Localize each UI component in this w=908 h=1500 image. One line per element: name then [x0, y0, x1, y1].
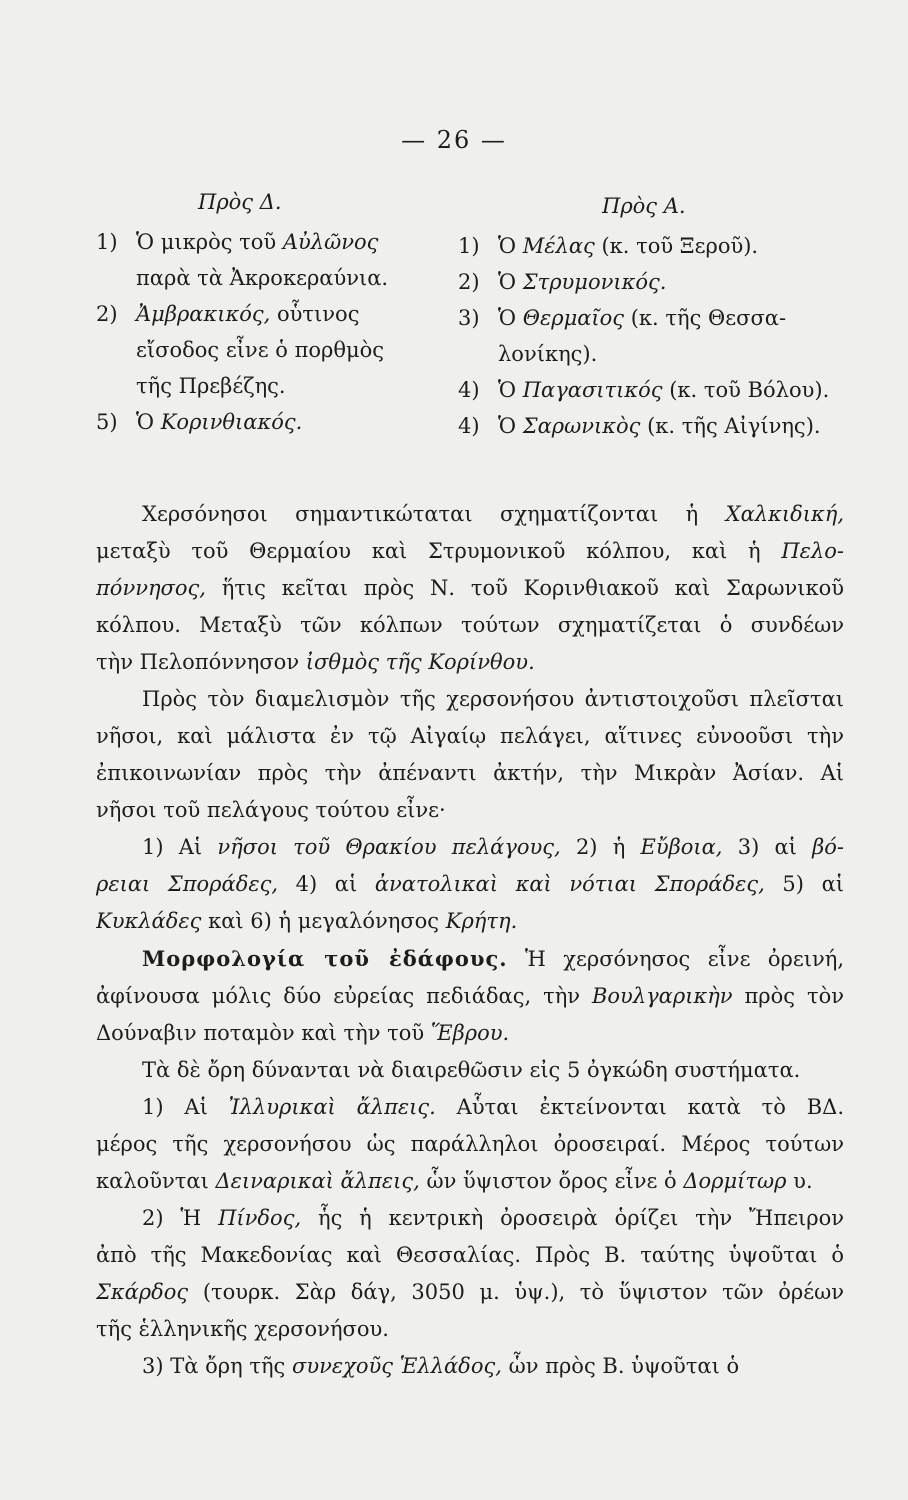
text-run: 3) Τὰ ὄρη τῆς	[142, 1354, 292, 1378]
italic-term: Χαλκιδική,	[725, 502, 844, 526]
italic-term: Εὔβοια,	[640, 835, 723, 859]
text-run: (τουρκ. Σὰρ δάγ, 3050 μ. ὑψ.), τὸ ὕψιστον τῶν ὀρέων	[188, 1280, 844, 1304]
left-column-gulfs	[96, 184, 468, 440]
text-line	[96, 792, 844, 829]
text-line	[96, 1126, 844, 1163]
italic-term: συνεχοῦς	[291, 1354, 394, 1378]
text-run: κόλπου. Μεταξὺ τῶν κόλπων τούτων σχηματίζεται ὁ συνδέων	[96, 613, 844, 637]
text-line	[96, 978, 844, 1015]
gulf-name: Μέλας	[522, 234, 595, 258]
text-run: Ἡ χερσόνησος εἶνε ὀρεινή,	[507, 947, 844, 971]
item-text	[498, 408, 821, 444]
gulf-name: Κορινθιακός.	[160, 410, 303, 434]
gulf-name: Σαρωνικὸς	[522, 414, 641, 438]
text-run: καλοῦνται	[96, 1169, 216, 1193]
text-run: πρὸς τὸν	[732, 984, 844, 1008]
item-continuation: παρὰ τὰ Ἀκροκεραύνια.	[136, 266, 389, 290]
text-line	[96, 1089, 844, 1126]
gulf-item	[458, 372, 858, 408]
text-line	[96, 1200, 844, 1237]
item-text	[498, 372, 829, 408]
section-heading: Μορφολογία τοῦ ἐδάφους.	[142, 946, 508, 971]
item-text	[136, 224, 378, 260]
text-line	[96, 940, 844, 978]
item-text-plain: (κ. τῆς Αἰγίνης).	[640, 414, 821, 438]
text-run: ἥτις κεῖται πρὸς Ν. τοῦ Κορινθιακοῦ καὶ Σαρωνικοῦ	[205, 576, 844, 600]
item-text-plain: Ὁ	[498, 270, 523, 294]
item-number: 3)	[458, 306, 480, 330]
italic-term: νῆσοι τοῦ Θρακίου πελάγους,	[217, 835, 561, 859]
gulf-item	[96, 224, 468, 260]
item-text-plain: οὗτινος	[270, 302, 360, 326]
column-header: Πρὸς Α.	[602, 194, 686, 218]
text-run: 2) ἡ	[560, 835, 641, 859]
text-line	[96, 866, 844, 903]
italic-term: Ἑλλάδος,	[399, 1354, 502, 1378]
text-run: 3) αἱ	[722, 835, 813, 859]
paragraph	[96, 1089, 844, 1200]
item-text	[498, 300, 786, 336]
text-run: ὧν ὕψιστον ὄρος εἶνε ὁ	[419, 1169, 684, 1193]
item-text-plain: Ὁ	[498, 234, 523, 258]
text-line	[96, 533, 844, 570]
text-run: Αὗται ἐκτείνονται κατὰ τὸ ΒΔ.	[435, 1095, 844, 1119]
text-line	[96, 718, 844, 755]
gulf-name: Θερμαῖος	[522, 306, 625, 330]
text-run: νῆσοι τοῦ πελάγους τούτου εἶνε·	[96, 798, 446, 822]
italic-term: Βουλγαρικὴν	[591, 984, 733, 1008]
text-line	[96, 496, 844, 533]
item-continuation: τῆς Πρεβέζης.	[136, 374, 286, 398]
item-text-plain: Ὁ μικρὸς τοῦ	[136, 230, 283, 254]
paragraph	[96, 829, 844, 940]
item-text-plain: Ὁ	[498, 378, 523, 402]
text-run: 1) Αἱ	[142, 1095, 229, 1119]
text-line	[96, 681, 844, 718]
italic-term: Δορμίτωρ	[683, 1169, 787, 1193]
text-line	[96, 829, 844, 866]
gulf-name: Παγασιτικός	[522, 378, 663, 402]
text-line	[96, 1237, 844, 1274]
text-run: ἀφίνουσα μόλις δύο εὐρείας πεδιάδας, τὴν	[96, 984, 592, 1008]
item-text	[136, 404, 302, 440]
italic-term: Κρήτη.	[445, 909, 518, 933]
paragraph	[96, 1200, 844, 1348]
italic-term: Δειναρικαὶ ἄλπεις,	[215, 1169, 420, 1193]
item-number: 4)	[458, 378, 480, 402]
text-run: Τὰ δὲ ὄρη δύνανται νὰ διαιρεθῶσιν εἰς 5 ὀγκώδη συστήματα.	[142, 1058, 801, 1082]
item-text	[498, 228, 758, 264]
item-number: 5)	[96, 410, 118, 434]
text-run: ἀπὸ τῆς Μακεδονίας καὶ Θεσσαλίας. Πρὸς Β. ταύτης ὑψοῦται ὁ	[96, 1243, 844, 1267]
text-run: 5) αἱ	[764, 872, 844, 896]
text-run: μέρος τῆς χερσονήσου ὡς παράλληλοι ὀροσειραί. Μέρος τούτων	[96, 1132, 844, 1156]
text-line	[96, 1274, 844, 1311]
item-text-plain: (κ. τῆς Θεσσα-	[624, 306, 787, 330]
text-line	[96, 903, 844, 940]
italic-term: βό-	[812, 835, 844, 859]
gulf-item	[458, 300, 858, 336]
item-text-plain: (κ. τοῦ Βόλου).	[662, 378, 830, 402]
item-number: 2)	[458, 270, 480, 294]
gulf-item	[458, 228, 858, 264]
text-run: καὶ 6) ἡ μεγαλόνησος	[201, 909, 446, 933]
italic-term: ἀνατολικαὶ καὶ νότιαι Σποράδες,	[374, 872, 765, 896]
text-run: Πρὸς τὸν διαμελισμὸν τῆς χερσονήσου ἀντιστοιχοῦσι πλεῖσται	[142, 687, 844, 711]
text-run: Δούναβιν ποταμὸν καὶ τὴν τοῦ	[96, 1021, 431, 1045]
text-run: υ.	[786, 1169, 813, 1193]
text-run	[393, 1354, 400, 1378]
italic-term: Πίνδος,	[218, 1206, 302, 1230]
text-run: Χερσόνησοι σημαντικώταται σχηματίζονται ἡ	[142, 502, 726, 526]
italic-term: Ἰλλυρικαὶ ἄλπεις.	[228, 1095, 436, 1119]
italic-term: ἰσθμὸς τῆς Κορίνθου.	[305, 650, 535, 674]
item-number: 1)	[96, 230, 118, 254]
gulf-item	[96, 296, 468, 332]
italic-term: Ἕβρου.	[430, 1021, 510, 1045]
item-number: 4)	[458, 414, 480, 438]
item-number: 1)	[458, 234, 480, 258]
item-continuation: λονίκης).	[498, 342, 598, 366]
item-text-plain: (κ. τοῦ Ξεροῦ).	[594, 234, 759, 258]
text-run: ἧς ἡ κεντρικὴ ὀροσειρὰ ὁρίζει τὴν Ἤπειρον	[301, 1206, 844, 1230]
text-line	[96, 607, 844, 644]
italic-term: ρειαι Σποράδες,	[96, 872, 279, 896]
paragraph	[96, 1348, 844, 1385]
gulf-name: Ἀμβρακικός,	[136, 302, 271, 326]
text-run: τῆς ἑλληνικῆς χερσονήσου.	[96, 1317, 389, 1341]
item-text	[498, 264, 666, 300]
gulf-item	[96, 404, 468, 440]
text-line	[96, 1015, 844, 1052]
paragraph	[96, 681, 844, 829]
text-run: μεταξὺ τοῦ Θερμαίου καὶ Στρυμονικοῦ κόλπου, καὶ ἡ	[96, 539, 782, 563]
text-line	[96, 755, 844, 792]
text-run: τὴν Πελοπόννησον	[96, 650, 306, 674]
text-run: ἐπικοινωνίαν πρὸς τὴν ἀπέναντι ἀκτήν, τὴν Μικρὰν Ἀσίαν. Αἱ	[96, 761, 844, 785]
italic-term: Κυκλάδες	[96, 909, 202, 933]
gulf-name: Στρυμονικός.	[522, 270, 667, 294]
item-text-plain: Ὁ	[498, 306, 523, 330]
text-run: ὧν πρὸς Β. ὑψοῦται ὁ	[501, 1354, 740, 1378]
paragraph	[96, 496, 844, 681]
item-continuation: εἴσοδος εἶνε ὁ πορθμὸς	[136, 338, 385, 362]
text-run: νῆσοι, καὶ μάλιστα ἐν τῷ Αἰγαίῳ πελάγει, αἵτινες εὐνοοῦσι τὴν	[96, 724, 844, 748]
item-text-plain: Ὁ	[498, 414, 523, 438]
text-run: 4) αἱ	[278, 872, 375, 896]
paragraph	[96, 1052, 844, 1089]
item-text	[136, 296, 359, 332]
text-line	[96, 1311, 844, 1348]
text-run: 1) Αἱ	[142, 835, 218, 859]
gulf-item	[458, 264, 858, 300]
text-line	[96, 1052, 844, 1089]
text-line	[96, 1348, 844, 1385]
column-header: Πρὸς Δ.	[198, 190, 282, 214]
item-text-plain: Ὁ	[136, 410, 161, 434]
body-text	[96, 496, 844, 1385]
text-line	[96, 644, 844, 681]
page-number: — 26 —	[401, 126, 507, 154]
italic-term: Πελο-	[781, 539, 844, 563]
gulf-name: Αὐλῶνος	[282, 230, 379, 254]
gulf-item	[458, 408, 858, 444]
right-column-gulfs	[458, 184, 858, 444]
text-line	[96, 570, 844, 607]
item-number: 2)	[96, 302, 118, 326]
text-line	[96, 1163, 844, 1200]
italic-term: πόννησος,	[96, 576, 206, 600]
paragraph	[96, 940, 844, 1052]
text-run: 2) Ἡ	[142, 1206, 219, 1230]
italic-term: Σκάρδος	[96, 1280, 189, 1304]
